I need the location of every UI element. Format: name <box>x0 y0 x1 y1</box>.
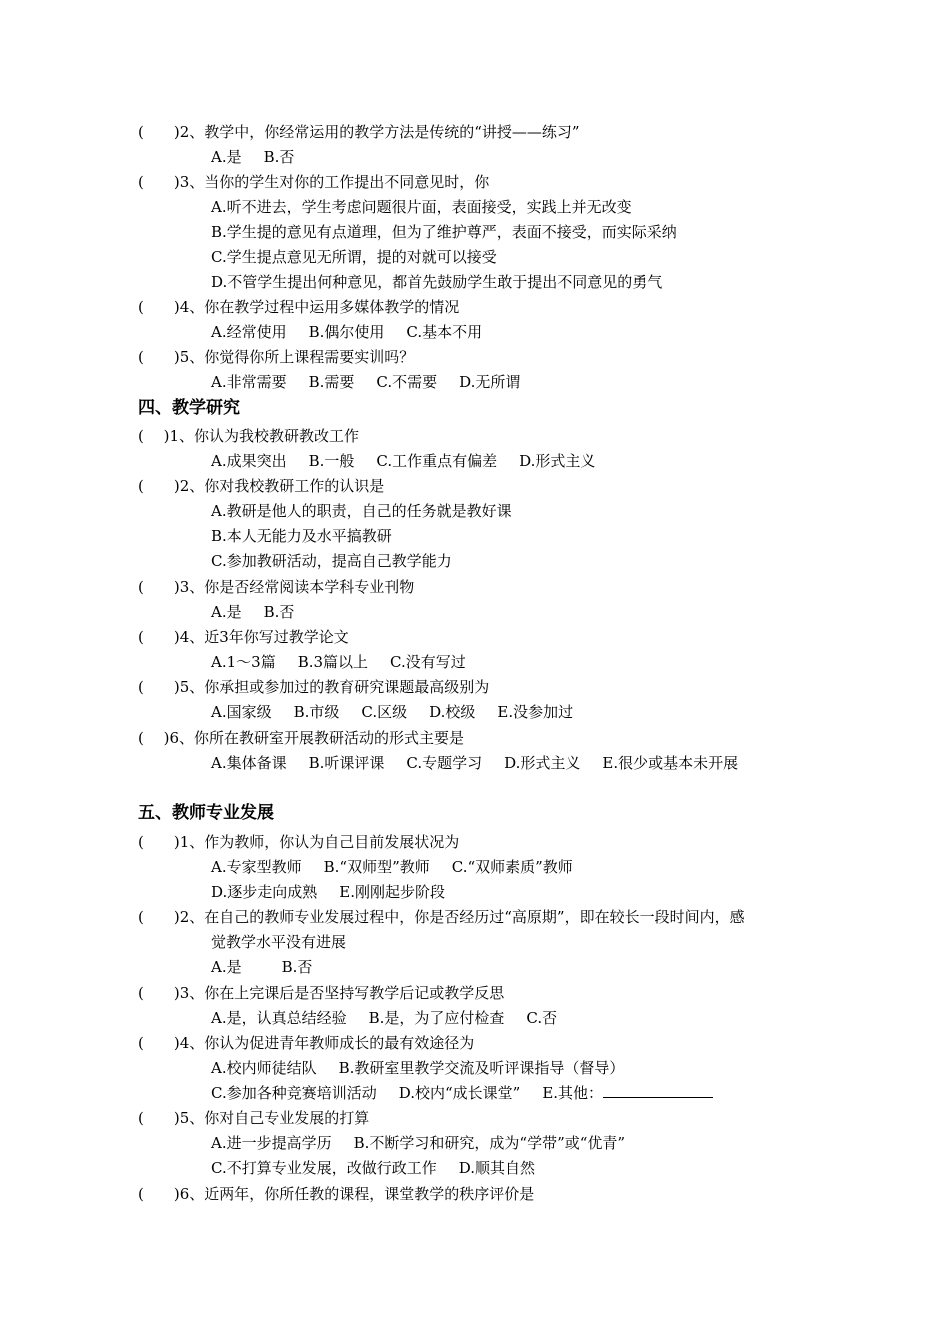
option: C.专题学习 <box>406 754 483 772</box>
question-s5-q2: ( )2、在自己的教师专业发展过程中，你是否经历过“高原期”，即在较长一段时间内，感 <box>138 908 745 926</box>
option: E.刚刚起步阶段 <box>339 883 445 901</box>
option: C.工作重点有偏差 <box>376 452 498 470</box>
option: A.集体备课 <box>211 754 287 772</box>
option-line: A.教研是他人的职责，自己的任务就是教好课 <box>211 502 512 520</box>
options-s3-q5 <box>211 373 542 391</box>
option: A.专家型教师 <box>211 858 302 876</box>
option-line: B.本人无能力及水平搞教研 <box>211 527 392 545</box>
option: B.不断学习和研究，成为“学带”或“优青” <box>353 1134 626 1152</box>
question-s4-q3: ( )3、你是否经常阅读本学科专业刊物 <box>138 578 415 596</box>
option: A.进一步提高学历 <box>211 1134 332 1152</box>
option: E.很少或基本未开展 <box>602 754 739 772</box>
section-heading-5: 五、教师专业发展 <box>138 803 274 823</box>
option: B.否 <box>263 603 295 621</box>
option-line: D.不管学生提出何种意见，都首先鼓励学生敢于提出不同意见的勇气 <box>211 273 663 291</box>
question-s4-q1: ( )1、你认为我校教研教改工作 <box>138 427 360 445</box>
options-s5-q5-row1 <box>211 1134 647 1152</box>
option-line: C.学生提点意见无所谓，提的对就可以接受 <box>211 248 497 266</box>
option: A.1～3篇 <box>211 653 276 671</box>
option: B.否 <box>263 148 295 166</box>
option: C.基本不用 <box>406 323 483 341</box>
question-s4-q2: ( )2、你对我校教研工作的认识是 <box>138 477 385 495</box>
options-s4-q3 <box>211 603 316 621</box>
question-s4-q4: ( )4、近3年你写过教学论文 <box>138 628 349 646</box>
option: A.是 <box>211 148 242 166</box>
option: C.不需要 <box>376 373 438 391</box>
option: B.需要 <box>308 373 355 391</box>
question-s5-q1: ( )1、作为教师，你认为自己目前发展状况为 <box>138 833 460 851</box>
options-s5-q1-row1 <box>211 858 595 876</box>
question-s3-q4: ( )4、你在教学过程中运用多媒体教学的情况 <box>138 298 460 316</box>
answer-blank[interactable] <box>603 1085 713 1098</box>
question-s4-q5: ( )5、你承担或参加过的教育研究课题最高级别为 <box>138 678 490 696</box>
option: B.一般 <box>308 452 355 470</box>
question-s5-q3: ( )3、你在上完课后是否坚持写教学后记或教学反思 <box>138 984 505 1002</box>
options-s4-q6 <box>211 754 760 772</box>
option: B.“双师型”教师 <box>323 858 430 876</box>
question-s3-q5: ( )5、你觉得你所上课程需要实训吗？ <box>138 348 415 366</box>
option: C.没有写过 <box>390 653 466 671</box>
options-s5-q3 <box>211 1009 579 1027</box>
option: B.听课评课 <box>308 754 385 772</box>
option: C.“双师素质”教师 <box>451 858 573 876</box>
option: D.顺其自然 <box>458 1159 535 1177</box>
options-s5-q4-row2 <box>211 1084 713 1102</box>
option: B.3篇以上 <box>297 653 369 671</box>
option: D.逐步走向成熟 <box>211 883 318 901</box>
option: A.校内师徒结队 <box>211 1059 317 1077</box>
option: E.没参加过 <box>497 703 574 721</box>
option: A.成果突出 <box>211 452 287 470</box>
section-heading-4: 四、教学研究 <box>138 398 240 418</box>
question-s5-q2-continued: 觉教学水平没有进展 <box>211 933 347 951</box>
option: A.是 <box>211 958 242 976</box>
option: C.不打算专业发展，改做行政工作 <box>211 1159 437 1177</box>
options-s5-q2 <box>211 958 334 976</box>
option: C.参加各种竞赛培训活动 <box>211 1084 377 1102</box>
option: D.校级 <box>429 703 476 721</box>
option: D.校内“成长课堂” <box>398 1084 521 1102</box>
option: C.否 <box>526 1009 558 1027</box>
question-s5-q4: ( )4、你认为促进青年教师成长的最有效途径为 <box>138 1034 475 1052</box>
option: B.否 <box>281 958 313 976</box>
option: D.形式主义 <box>519 452 596 470</box>
options-s5-q1-row2 <box>211 883 467 901</box>
option: A.非常需要 <box>211 373 287 391</box>
option-line: C.参加教研活动，提高自己教学能力 <box>211 552 452 570</box>
options-s3-q2 <box>211 148 316 166</box>
option: B.偶尔使用 <box>308 323 385 341</box>
options-s4-q4 <box>211 653 488 671</box>
option-line: B.学生提的意见有点道理，但为了维护尊严，表面不接受，而实际采纳 <box>211 223 677 241</box>
options-s5-q5-row2 <box>211 1159 557 1177</box>
options-s5-q4-row1 <box>211 1059 646 1077</box>
option: B.教研室里教学交流及听评课指导（督导） <box>338 1059 625 1077</box>
question-s4-q6: ( )6、你所在教研室开展教研活动的形式主要是 <box>138 729 465 747</box>
question-s3-q2: ( )2、教学中，你经常运用的教学方法是传统的“讲授——练习” <box>138 123 580 141</box>
option: A.是，认真总结经验 <box>211 1009 347 1027</box>
option: B.是，为了应付检查 <box>368 1009 505 1027</box>
option: A.是 <box>211 603 242 621</box>
option: C.区级 <box>361 703 408 721</box>
option: E.其他： <box>542 1084 604 1102</box>
option: D.无所谓 <box>459 373 521 391</box>
option: D.形式主义 <box>504 754 581 772</box>
option: B.市级 <box>293 703 340 721</box>
question-s3-q3: ( )3、当你的学生对你的工作提出不同意见时，你 <box>138 173 490 191</box>
option: A.经常使用 <box>211 323 287 341</box>
options-s4-q5 <box>211 703 595 721</box>
option-line: A.听不进去，学生考虑问题很片面，表面接受，实践上并无改变 <box>211 198 632 216</box>
question-s5-q5: ( )5、你对自己专业发展的打算 <box>138 1109 370 1127</box>
options-s3-q4 <box>211 323 504 341</box>
question-s5-q6: ( )6、近两年，你所任教的课程，课堂教学的秩序评价是 <box>138 1185 535 1203</box>
option: A.国家级 <box>211 703 272 721</box>
options-s4-q1 <box>211 452 617 470</box>
